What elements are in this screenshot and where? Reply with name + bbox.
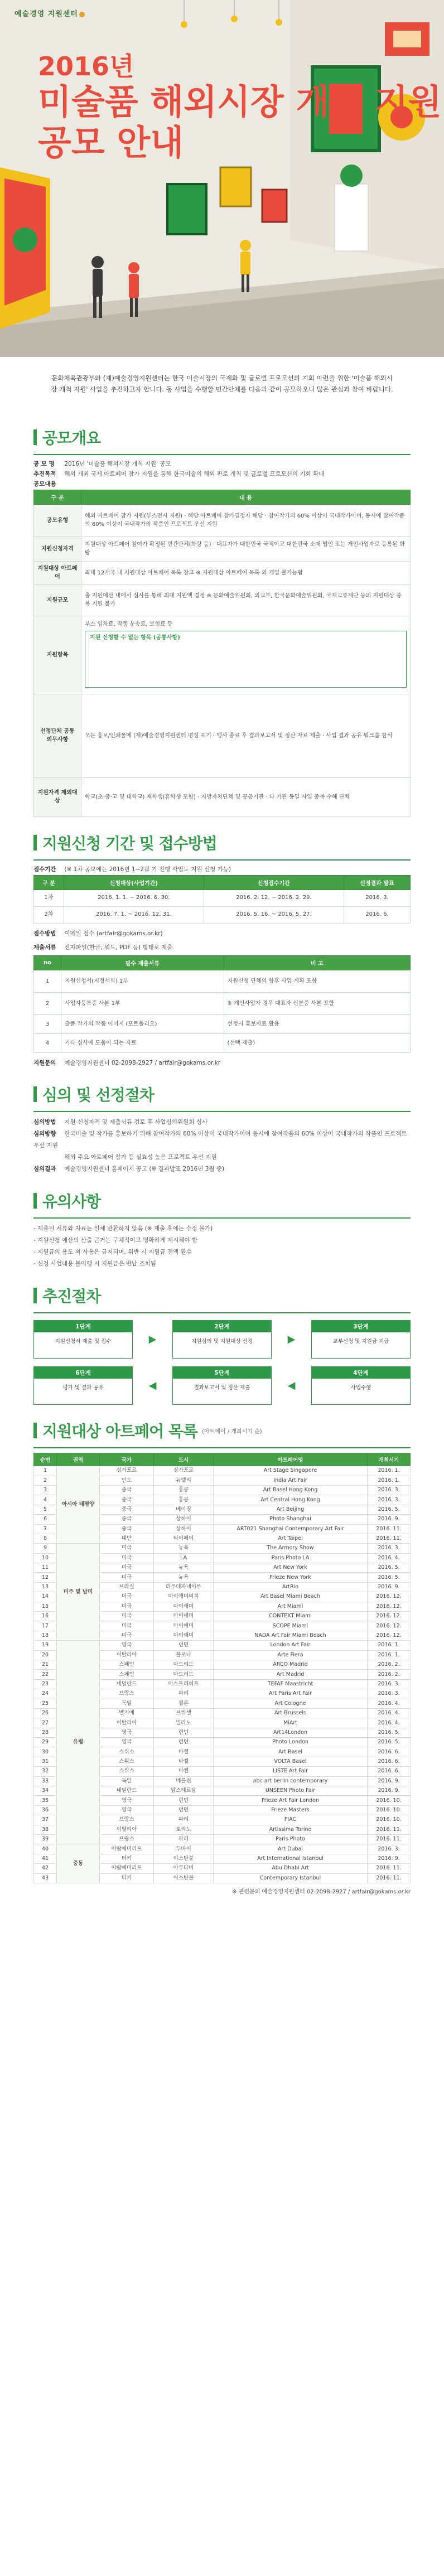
fair-row: 24 프랑스 파리 Art Paris Art Fair 2016. 3. bbox=[34, 1689, 411, 1699]
arrow-left-icon: ◀ bbox=[148, 1380, 157, 1392]
process-step: 4단계 사업수행 bbox=[311, 1366, 411, 1405]
fair-row: 22 스페인 마드리드 Art Madrid 2016. 2. bbox=[34, 1670, 411, 1679]
fair-row: 18 미국 마이애미 NADA Art Fair Miami Beach 2016. 12. bbox=[34, 1631, 411, 1640]
fair-row: 6 중국 상하이 Photo Shanghai 2016. 9. bbox=[34, 1515, 411, 1524]
fair-row: 42 아랍에미리트 아부다비 Abu Dhabi Art 2016. 11. bbox=[34, 1864, 411, 1873]
notice-item: - 신청 사업내용 불이행 시 지원금은 반납 조치됨 bbox=[33, 1260, 156, 1268]
notice-item: - 지원금의 용도 외 사용은 금지되며, 위반 시 지원금 전액 환수 bbox=[33, 1249, 192, 1256]
region-cell: 중동 bbox=[57, 1844, 100, 1883]
fair-row: 4 중국 홍콩 Art Central Hong Kong 2016. 3. bbox=[34, 1495, 411, 1505]
fair-row: 34 네덜란드 암스테르담 UNSEEN Photo Fair 2016. 9. bbox=[34, 1786, 411, 1796]
region-cell: 아시아 태평양 bbox=[57, 1466, 100, 1544]
fair-row: 38 이탈리아 토리노 Artissima Torino 2016. 11. bbox=[34, 1825, 411, 1834]
fair-row: 20 이탈리아 볼로냐 Arte Fiera 2016. 1. bbox=[34, 1650, 411, 1660]
fair-row: 43 터키 이스탄불 Contemporary Istanbul 2016. 11. bbox=[34, 1873, 411, 1883]
fair-row: 23 네덜란드 마스트리히트 TEFAF Maastricht 2016. 3. bbox=[34, 1679, 411, 1689]
hero-title-main: 미술품 해외시장 개척 지원 bbox=[38, 81, 442, 123]
fair-row: 16 미국 마이애미 CONTEXT Miami 2016. 12. bbox=[34, 1612, 411, 1621]
section-marker bbox=[33, 429, 37, 445]
notice-title: 유의사항 bbox=[42, 1192, 101, 1211]
region-cell: 유럽 bbox=[57, 1641, 100, 1844]
fair-row: 5 중국 베이징 Art Beijing 2016. 5. bbox=[34, 1505, 411, 1514]
footer-contact: ※ 관련문의 예술경영지원센터 02-2098-2927 / artfair@gokams.or.kr bbox=[232, 1888, 411, 1895]
overview-kv: 공 모 명 2016년 '미술품 해외시장 개척 지원' 공모 추진목적 해외 개최 국제 아트페어 참가 지원을 통해 한국미술의 해외 판로 개척 및 글로벌 프로모션의 기회 확대 공모내용 bbox=[33, 461, 325, 487]
process-step: 6단계 평가 및 결과 공유 bbox=[33, 1366, 133, 1405]
application-title: 지원신청 기간 및 접수방법 bbox=[42, 834, 217, 853]
application-section: 지원신청 기간 및 접수방법 접수기간 (※ 1차 공모에는 2016년 1~2월 기 진행 사업도 지원 신청 가능) 구 분 신청대상(사업기간) 신청접수기간 선정결과 발표 1차 2016. 1. 1. ~ 2016. 6. 30. 2016. 2. 12. ~ 2016. 2. 29. 2016. 3. 2차 2016. 7. 1. ~ 2016. 12. 31. 2016. 5. 16. ~ 2016. 5. 27. 2016. 6. 접수방법 이메일 접수 (artfair@gokams.or.kr) 제출서류 전자파일(한글, 워드, PDF 등) 형태로 제출 no 필수 제출서류 비 고 1 지원신청서(지정서식) 1부 지원신청 단체의 향후 사업 계획 포함 2 사업자등록증 사본 1부 ※ 개인사업자 경우 대표자 신분증 사본 포함 3 출품 작가의 작품 이미지 (포트폴리오) 선정시 홍보자료 활용 4 기타 심사에 도움이 되는 자료 (선택 제출) 지원문의 예술경영지원센터 02-2098-2927 / artfair@gokams.or.kr bbox=[33, 832, 411, 1069]
fair-row: 12 미국 뉴욕 Frieze New York 2016. 5. bbox=[34, 1573, 411, 1582]
fair-row: 27 이탈리아 밀라노 MiArt 2016. 4. bbox=[34, 1718, 411, 1728]
fair-row: 28 영국 런던 Art14London 2016. 5. bbox=[34, 1728, 411, 1737]
fair-row: 19 유럽 영국 런던 London Art Fair 2016. 1. bbox=[34, 1641, 411, 1650]
fairs-section: 지원대상 아트페어 목록 (아트페어 / 개최시기 순) 순번 권역 국가 도시 아트페어명 개최시기 1 아시아 태평양 싱가포르 싱가포르 Art Stage Singapore 2016. 1. 2 인도 뉴델리 India Art Fair 2016. 1. 3 중국 홍콩 Art Basel Hong Kong 2016. 3. 4 중국 홍콩 Art Central Hong Kong 2016. 3. 5 중국 베이징 Art Beijing 2016. 5. 6 중국 상하이 Photo Shanghai 2016. 9. 7 중국 상하이 ART021 Shanghai Contemporary Art Fair 2016. 11. 8 대만 타이페이 Art Taipei 2016. 11. 9 미주 및 남미 미국 뉴욕 The Armory Show 2016. 3. 10 미국 LA Paris Photo LA 2016. 4. 11 미국 뉴욕 Art New York 2016. 5. 12 미국 뉴욕 Frieze New York 2016. 5. 13 브라질 리우데자네이루 ArtRio 2016. 9. 14 미국 마이애미비치 Art Basel Miami Beach 2016. 12. 15 미국 마이애미 Art Miami 2016. 12. 16 미국 마이애미 CONTEXT Miami 2016. 12. 17 미국 마이애미 SCOPE Miami 2016. 12. 18 미국 마이애미 NADA Art Fair Miami Beach 2016. 12. 19 유럽 영국 런던 London Art Fair 2016. 1. 20 이탈리아 볼로냐 Arte Fiera 2016. 1. 21 스페인 마드리드 ARCO Madrid 2016. 2. 22 스페인 마드리드 Art Madrid 2016. 2. 23 네덜란드 마스트리히트 TEFAF Maastricht 2016. 3. 24 프랑스 파리 Art Paris Art Fair 2016. 3. 25 독일 쾰른 Art Cologne 2016. 4. 26 벨기에 브뤼셀 Art Brussels 2016. 4. 27 이탈리아 밀라노 MiArt 2016. 4. 28 영국 런던 Art14London 2016. 5. 29 영국 런던 Photo London 2016. 5. 30 스위스 바젤 Art Basel 2016. 6. 31 스위스 바젤 VOLTA Basel 2016. 6. 32 스위스 바젤 LISTE Art Fair 2016. 6. 33 독일 베를린 abc art berlin contemporary 2016. 9. 34 네덜란드 암스테르담 UNSEEN Photo Fair 2016. 9. 35 영국 런던 Frieze Art Fair London 2016. 10. 36 영국 런던 Frieze Masters 2016. 10. 37 프랑스 파리 FIAC 2016. 10. 38 이탈리아 토리노 Artissima Torino 2016. 11. 39 프랑스 파리 Paris Photo 2016. 11. 40 중동 아랍에미리트 두바이 Art Dubai 2016. 3. 41 터키 이스탄불 Art International Istanbul 2016. 9. 42 아랍에미리트 아부다비 Abu Dhabi Art 2016. 11. 43 터키 이스탄불 Contemporary Istanbul 2016. 11. ※ 관련문의 예술경영지원센터 02-2098-2927 / artfair@gokams.or.kr bbox=[33, 1419, 411, 1895]
overview-title: 공모개요 bbox=[42, 429, 101, 448]
process-step: 3단계 교부신청 및 지원금 지급 bbox=[311, 1320, 411, 1359]
overview-table: 구 분 내 용 공모유형 해외 아트페어 참가 지원(부스전시 지원) · 해당 아트페어 참가결정자 해당 · 참여작가의 60% 이상이 국내작가이며, 동시에 참여작품의 60% 이상이 국내작가의 작품인 프로젝트 우선 지원 지원신청자격 지원대상 아트페어 참여가 확정된 민간단체(화랑 등) · 대표자가 대한민국 국적이고 대한민국 소재 법인 또는 개인사업자로 등록된 화랑 지원대상 아트페어 최대 12개국 내 지원대상 아트페어 목록 참고 ※ 지원대상 아트페어 목록 외 개별 불가능함 지원규모 총 지원예산 내에서 심사를 통해 최대 지원액 결정 ※ 문화예술위원회, 외교부, 한국문화예술위원회, 국제교류재단 등의 지원대상 중복 지원 불가 지원항목 부스 임차료, 작품 운송료, 보험료 등 지원 신청할 수 없는 항목 (공통사항) 선정단체 공통 의무사항 모든 홍보/인쇄물에 (재)예술경영지원센터 명칭 표기 · 행사 종료 후 결과보고서 및 정산 자료 제출 · 사업 결과 공유 워크숍 참석 지원자격 제외대상 학교(초·중·고 및 대학교) 재학생(휴학생 포함) · 지방자치단체 및 공공기관 · 타 기관 동일 사업 중복 수혜 단체 bbox=[33, 490, 411, 817]
process-title: 추진절차 bbox=[42, 1287, 101, 1306]
fair-row: 33 독일 베를린 abc art berlin contemporary 2016. 9. bbox=[34, 1776, 411, 1786]
contact-info: 예술경영지원센터 02-2098-2927 / artfair@gokams.or.kr bbox=[64, 1060, 221, 1067]
arrow-left-icon: ◀ bbox=[287, 1380, 296, 1392]
period-table: 구 분 신청대상(사업기간) 신청접수기간 선정결과 발표 1차 2016. 1. 1. ~ 2016. 6. 30. 2016. 2. 12. ~ 2016. 2. 29. 2016. 3. 2차 2016. 7. 1. ~ 2016. 12. 31. 2016. 5. 16. ~ 2016. 5. 27. 2016. 6. bbox=[33, 875, 411, 924]
organization-logo: 예술경영 지원센터 bbox=[15, 8, 85, 18]
overview-section bbox=[33, 426, 411, 817]
fair-row: 25 독일 쾰른 Art Cologne 2016. 4. bbox=[34, 1699, 411, 1708]
fair-row: 14 미국 마이애미비치 Art Basel Miami Beach 2016. 12. bbox=[34, 1592, 411, 1602]
region-cell: 미주 및 남미 bbox=[57, 1544, 100, 1641]
excluded-items-box: 지원 신청할 수 없는 항목 (공통사항) bbox=[85, 631, 407, 688]
notice-section bbox=[33, 1190, 411, 1270]
documents-table: no 필수 제출서류 비 고 1 지원신청서(지정서식) 1부 지원신청 단체의 향후 사업 계획 포함 2 사업자등록증 사본 1부 ※ 개인사업자 경우 대표자 신분증 사본 포함 3 출품 작가의 작품 이미지 (포트폴리오) 선정시 홍보자료 활용 4 기타 심사에 도움이 되는 자료 (선택 제출) bbox=[33, 955, 411, 1053]
fair-row: 8 대만 타이페이 Art Taipei 2016. 11. bbox=[34, 1534, 411, 1543]
fair-row: 35 영국 런던 Frieze Art Fair London 2016. 10. bbox=[34, 1796, 411, 1805]
fair-row: 9 미주 및 남미 미국 뉴욕 The Armory Show 2016. 3. bbox=[34, 1544, 411, 1553]
notice-item: - 제출된 서류와 자료는 일체 반환하지 않음 (※ 제출 후에는 수정 불가) bbox=[33, 1225, 213, 1233]
review-title: 심의 및 선정절차 bbox=[42, 1086, 154, 1105]
intro-paragraph: 문화체육관광부와 (재)예술경영지원센터는 한국 미술시장의 국제화 및 글로벌 프로모션의 기회 마련을 위한 '미술품 해외시장 개척 지원' 사업을 추진하고자 합니다. 동 사업을 수행할 민간단체를 다음과 같이 공모하오니 많은 관심과 참여 바랍니다. bbox=[51, 374, 393, 394]
fair-row: 40 중동 아랍에미리트 두바이 Art Dubai 2016. 3. bbox=[34, 1844, 411, 1854]
fair-row: 3 중국 홍콩 Art Basel Hong Kong 2016. 3. bbox=[34, 1485, 411, 1495]
fair-row: 7 중국 상하이 ART021 Shanghai Contemporary Art Fair 2016. 11. bbox=[34, 1524, 411, 1534]
fair-row: 39 프랑스 파리 Paris Photo 2016. 11. bbox=[34, 1835, 411, 1844]
fair-row: 21 스페인 마드리드 ARCO Madrid 2016. 2. bbox=[34, 1660, 411, 1669]
arrow-right-icon: ▶ bbox=[287, 1333, 296, 1346]
process-step: 1단계 지원신청서 제출 및 접수 bbox=[33, 1320, 133, 1359]
fair-row: 2 인도 뉴델리 India Art Fair 2016. 1. bbox=[34, 1476, 411, 1485]
fair-row: 29 영국 런던 Photo London 2016. 5. bbox=[34, 1738, 411, 1747]
fair-row: 1 아시아 태평양 싱가포르 싱가포르 Art Stage Singapore 2016. 1. bbox=[34, 1466, 411, 1476]
fair-row: 26 벨기에 브뤼셀 Art Brussels 2016. 4. bbox=[34, 1708, 411, 1718]
process-section bbox=[33, 1284, 411, 1405]
fairs-title: 지원대상 아트페어 목록 bbox=[42, 1422, 197, 1441]
hero-title bbox=[38, 51, 442, 163]
process-step: 2단계 지원심의 및 지원대상 선정 bbox=[172, 1320, 272, 1359]
application-email[interactable]: 이메일 접수 (artfair@gokams.or.kr) bbox=[64, 930, 163, 937]
fair-row: 41 터키 이스탄불 Art International Istanbul 2016. 9. bbox=[34, 1854, 411, 1863]
process-step: 5단계 결과보고서 및 정산 제출 bbox=[172, 1366, 272, 1405]
fair-row: 13 브라질 리우데자네이루 ArtRio 2016. 9. bbox=[34, 1582, 411, 1592]
fair-row: 32 스위스 바젤 LISTE Art Fair 2016. 6. bbox=[34, 1767, 411, 1776]
fair-row: 36 영국 런던 Frieze Masters 2016. 10. bbox=[34, 1805, 411, 1815]
hero-banner bbox=[0, 0, 444, 357]
arrow-right-icon: ▶ bbox=[148, 1333, 157, 1346]
notice-item: - 지원신청 예산의 산출 근거는 구체적이고 명확하게 제시해야 함 bbox=[33, 1237, 198, 1244]
fairs-table: 순번 권역 국가 도시 아트페어명 개최시기 1 아시아 태평양 싱가포르 싱가포르 Art Stage Singapore 2016. 1. 2 인도 뉴델리 India Art Fair 2016. 1. 3 중국 홍콩 Art Basel Hong Kong 2016. 3. 4 중국 홍콩 Art Central Hong Kong 2016. 3. 5 중국 베이징 Art Beijing 2016. 5. 6 중국 상하이 Photo Shanghai 2016. 9. 7 중국 상하이 ART021 Shanghai Contemporary Art Fair 2016. 11. 8 대만 타이페이 Art Taipei 2016. 11. 9 미주 및 남미 미국 뉴욕 The Armory Show 2016. 3. 10 미국 LA Paris Photo LA 2016. 4. 11 미국 뉴욕 Art New York 2016. 5. 12 미국 뉴욕 Frieze New York 2016. 5. 13 브라질 리우데자네이루 ArtRio 2016. 9. 14 미국 마이애미비치 Art Basel Miami Beach 2016. 12. 15 미국 마이애미 Art Miami 2016. 12. 16 미국 마이애미 CONTEXT Miami 2016. 12. 17 미국 마이애미 SCOPE Miami 2016. 12. 18 미국 마이애미 NADA Art Fair Miami Beach 2016. 12. 19 유럽 영국 런던 London Art Fair 2016. 1. 20 이탈리아 볼로냐 Arte Fiera 2016. 1. 21 스페인 마드리드 ARCO Madrid 2016. 2. 22 스페인 마드리드 Art Madrid 2016. 2. 23 네덜란드 마스트리히트 TEFAF Maastricht 2016. 3. 24 프랑스 파리 Art Paris Art Fair 2016. 3. 25 독일 쾰른 Art Cologne 2016. 4. 26 벨기에 브뤼셀 Art Brussels 2016. 4. 27 이탈리아 밀라노 MiArt 2016. 4. 28 영국 런던 Art14London 2016. 5. 29 영국 런던 Photo London 2016. 5. 30 스위스 바젤 Art Basel 2016. 6. 31 스위스 바젤 VOLTA Basel 2016. 6. 32 스위스 바젤 LISTE Art Fair 2016. 6. 33 독일 베를린 abc art berlin contemporary 2016. 9. 34 네덜란드 암스테르담 UNSEEN Photo Fair 2016. 9. 35 영국 런던 Frieze Art Fair London 2016. 10. 36 영국 런던 Frieze Masters 2016. 10. 37 프랑스 파리 FIAC 2016. 10. 38 이탈리아 토리노 Artissima Torino 2016. 11. 39 프랑스 파리 Paris Photo 2016. 11. 40 중동 아랍에미리트 두바이 Art Dubai 2016. 3. 41 터키 이스탄불 Art International Istanbul 2016. 9. 42 아랍에미리트 아부다비 Abu Dhabi Art 2016. 11. 43 터키 이스탄불 Contemporary Istanbul 2016. 11. bbox=[33, 1453, 411, 1883]
fair-row: 11 미국 뉴욕 Art New York 2016. 5. bbox=[34, 1563, 411, 1573]
fair-row: 30 스위스 바젤 Art Basel 2016. 6. bbox=[34, 1747, 411, 1757]
fair-row: 10 미국 LA Paris Photo LA 2016. 4. bbox=[34, 1553, 411, 1563]
review-section: 심의 및 선정절차 심의방법 지원 신청자격 및 제출서류 검토 후 사업심의위원회 심사 심의방향 한국미술 및 작가를 홍보하기 위해 참여작가의 60% 이상이 국내작가이며 동시에 참여작품의 60% 이상이 국내작가의 작품인 프로젝트 우선 지원 해외 주요 아트페어 참가 등 실효성 높은 프로젝트 우선 지원 심의결과 예술경영지원센터 홈페이지 공고 (※ 결과발표 2016년 3월 중) bbox=[33, 1083, 411, 1175]
fair-row: 17 미국 마이애미 SCOPE Miami 2016. 12. bbox=[34, 1621, 411, 1631]
fair-row: 31 스위스 바젤 VOLTA Basel 2016. 6. bbox=[34, 1757, 411, 1766]
fair-row: 37 프랑스 파리 FIAC 2016. 10. bbox=[34, 1815, 411, 1825]
hero-title-sub: 공모 안내 bbox=[38, 122, 184, 163]
fair-row: 15 미국 마이애미 Art Miami 2016. 12. bbox=[34, 1602, 411, 1611]
hero-title-year: 2016년 bbox=[38, 51, 134, 81]
